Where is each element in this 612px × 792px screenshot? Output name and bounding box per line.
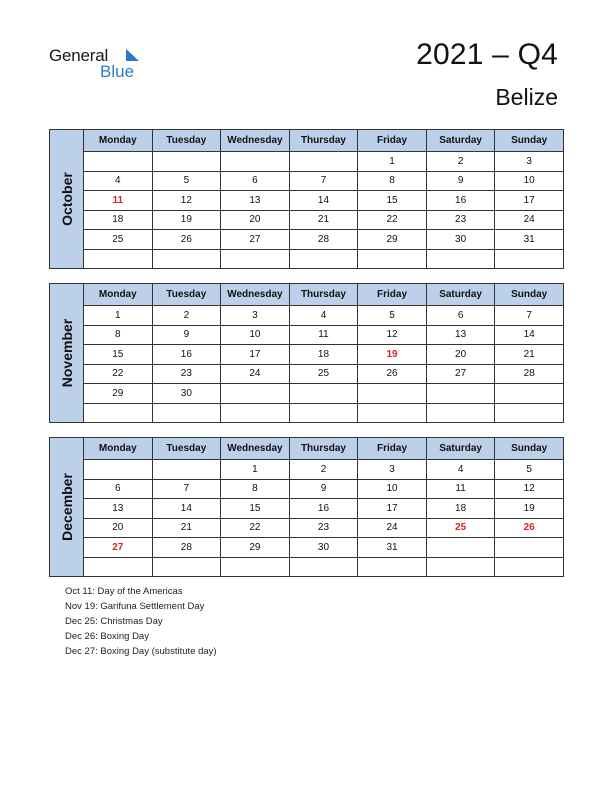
holiday-note: Nov 19: Garifuna Settlement Day: [65, 601, 205, 612]
week-row: [50, 306, 564, 326]
day-cell: 6: [84, 479, 153, 499]
day-cell: 28: [152, 538, 221, 558]
week-row: [50, 518, 564, 538]
weekday-header: Friday: [358, 438, 427, 460]
holiday-note: Dec 27: Boxing Day (substitute day): [65, 646, 217, 657]
week-row: [50, 479, 564, 499]
day-cell: [289, 384, 358, 404]
logo-general-text: General: [49, 46, 109, 65]
month-calendar-december: [49, 437, 564, 577]
day-cell: 7: [495, 306, 564, 326]
day-cell: [289, 403, 358, 423]
weekday-header: Saturday: [426, 284, 495, 306]
day-cell: 14: [289, 191, 358, 211]
calendar-table: [49, 437, 564, 577]
day-cell: [426, 557, 495, 577]
day-cell: 26: [358, 364, 427, 384]
day-cell: 8: [84, 325, 153, 345]
day-cell: [289, 249, 358, 269]
day-cell: 29: [358, 230, 427, 250]
day-cell: [495, 538, 564, 558]
weekday-header: Thursday: [289, 130, 358, 152]
country-title: Belize: [495, 84, 558, 110]
day-cell: 6: [426, 306, 495, 326]
day-cell: 12: [152, 191, 221, 211]
day-cell: [358, 557, 427, 577]
day-cell: 17: [495, 191, 564, 211]
day-cell: 21: [495, 345, 564, 365]
day-cell: 13: [426, 325, 495, 345]
day-cell: 1: [84, 306, 153, 326]
day-cell: 28: [495, 364, 564, 384]
day-cell: [152, 249, 221, 269]
month-label-cell: [50, 438, 84, 577]
month-name: October: [58, 172, 75, 226]
day-cell: 6: [221, 171, 290, 191]
day-cell: 30: [289, 538, 358, 558]
day-cell: 24: [221, 364, 290, 384]
day-cell: [495, 249, 564, 269]
day-cell: 18: [426, 499, 495, 519]
day-cell: 23: [426, 210, 495, 230]
weekday-header: Wednesday: [221, 438, 290, 460]
holiday-note: Oct 11: Day of the Americas: [65, 586, 183, 597]
day-cell: 1: [358, 152, 427, 172]
day-cell: 16: [152, 345, 221, 365]
day-cell: 11: [289, 325, 358, 345]
day-cell: 19: [495, 499, 564, 519]
day-cell: 28: [289, 230, 358, 250]
weekday-header: Sunday: [495, 438, 564, 460]
holiday-note: Dec 26: Boxing Day: [65, 631, 149, 642]
weekday-header: Monday: [84, 130, 153, 152]
weekday-header: Wednesday: [221, 284, 290, 306]
day-cell: 7: [289, 171, 358, 191]
day-cell: 2: [289, 460, 358, 480]
day-cell: 9: [152, 325, 221, 345]
logo-blue-text: Blue: [100, 62, 135, 81]
week-row: [50, 152, 564, 172]
day-cell: [152, 152, 221, 172]
week-row: [50, 191, 564, 211]
month-name: November: [58, 318, 75, 388]
week-row: [50, 171, 564, 191]
day-cell: 4: [84, 171, 153, 191]
weekday-header: Tuesday: [152, 130, 221, 152]
day-cell: [152, 460, 221, 480]
day-cell: [495, 557, 564, 577]
weekday-header: Friday: [358, 284, 427, 306]
day-cell: 10: [495, 171, 564, 191]
weekday-header: Tuesday: [152, 438, 221, 460]
day-cell: 27: [84, 538, 153, 558]
day-cell: 13: [221, 191, 290, 211]
day-cell: [84, 152, 153, 172]
day-cell: 27: [426, 364, 495, 384]
day-cell: [358, 403, 427, 423]
weekday-header: Saturday: [426, 130, 495, 152]
day-cell: 25: [289, 364, 358, 384]
day-cell: 1: [221, 460, 290, 480]
day-cell: 21: [152, 518, 221, 538]
day-cell: [221, 249, 290, 269]
day-cell: 4: [426, 460, 495, 480]
day-cell: 11: [426, 479, 495, 499]
day-cell: 22: [84, 364, 153, 384]
week-row: [50, 345, 564, 365]
day-cell: [426, 538, 495, 558]
day-cell: [289, 557, 358, 577]
day-cell: 18: [289, 345, 358, 365]
day-cell: 22: [358, 210, 427, 230]
day-cell: 4: [289, 306, 358, 326]
week-row: [50, 249, 564, 269]
day-cell: 13: [84, 499, 153, 519]
day-cell: 9: [426, 171, 495, 191]
weekday-header: Sunday: [495, 284, 564, 306]
day-cell: [358, 249, 427, 269]
day-cell: [84, 557, 153, 577]
day-cell: 7: [152, 479, 221, 499]
day-cell: [221, 557, 290, 577]
week-row: [50, 403, 564, 423]
day-cell: 26: [495, 518, 564, 538]
day-cell: [84, 249, 153, 269]
day-cell: 31: [495, 230, 564, 250]
day-cell: [358, 384, 427, 404]
month-calendar-november: [49, 283, 564, 423]
week-row: [50, 499, 564, 519]
day-cell: 14: [152, 499, 221, 519]
day-cell: 15: [84, 345, 153, 365]
day-cell: 8: [358, 171, 427, 191]
weekday-header: Monday: [84, 438, 153, 460]
week-row: [50, 325, 564, 345]
day-cell: 29: [84, 384, 153, 404]
day-cell: 22: [221, 518, 290, 538]
day-cell: 23: [152, 364, 221, 384]
week-row: [50, 460, 564, 480]
day-cell: 29: [221, 538, 290, 558]
calendar-table: [49, 129, 564, 269]
week-row: [50, 230, 564, 250]
day-cell: 27: [221, 230, 290, 250]
week-row: [50, 364, 564, 384]
day-cell: [84, 403, 153, 423]
day-cell: 10: [221, 325, 290, 345]
day-cell: 3: [495, 152, 564, 172]
day-cell: 20: [84, 518, 153, 538]
day-cell: 15: [221, 499, 290, 519]
week-row: [50, 384, 564, 404]
day-cell: 2: [152, 306, 221, 326]
day-cell: [152, 557, 221, 577]
holiday-note: Dec 25: Christmas Day: [65, 616, 163, 627]
day-cell: 23: [289, 518, 358, 538]
day-cell: [84, 460, 153, 480]
weekday-header: Wednesday: [221, 130, 290, 152]
month-calendar-october: [49, 129, 564, 269]
day-cell: [152, 403, 221, 423]
weekday-header: Sunday: [495, 130, 564, 152]
day-cell: 24: [495, 210, 564, 230]
day-cell: 21: [289, 210, 358, 230]
day-cell: 14: [495, 325, 564, 345]
month-name: December: [58, 473, 75, 541]
day-cell: [289, 152, 358, 172]
day-cell: 15: [358, 191, 427, 211]
day-cell: 9: [289, 479, 358, 499]
week-row: [50, 538, 564, 558]
day-cell: 2: [426, 152, 495, 172]
day-cell: 25: [84, 230, 153, 250]
month-label-cell: [50, 284, 84, 423]
day-cell: 24: [358, 518, 427, 538]
day-cell: 26: [152, 230, 221, 250]
day-cell: 25: [426, 518, 495, 538]
day-cell: [426, 384, 495, 404]
calendar-table: [49, 283, 564, 423]
generalblue-logo: [49, 44, 149, 84]
day-cell: 17: [221, 345, 290, 365]
weekday-header: Monday: [84, 284, 153, 306]
day-cell: [495, 403, 564, 423]
day-cell: [495, 384, 564, 404]
day-cell: 5: [495, 460, 564, 480]
day-cell: 8: [221, 479, 290, 499]
day-cell: 19: [152, 210, 221, 230]
day-cell: [426, 249, 495, 269]
weekday-header: Tuesday: [152, 284, 221, 306]
weekday-header: Saturday: [426, 438, 495, 460]
day-cell: 20: [426, 345, 495, 365]
day-cell: 12: [495, 479, 564, 499]
day-cell: 11: [84, 191, 153, 211]
week-row: [50, 210, 564, 230]
weekday-header: Thursday: [289, 284, 358, 306]
day-cell: 5: [152, 171, 221, 191]
day-cell: 31: [358, 538, 427, 558]
day-cell: [221, 403, 290, 423]
page-title: 2021 – Q4: [416, 38, 558, 71]
day-cell: 10: [358, 479, 427, 499]
day-cell: 17: [358, 499, 427, 519]
weekday-header: Friday: [358, 130, 427, 152]
day-cell: 20: [221, 210, 290, 230]
month-label-cell: [50, 130, 84, 269]
day-cell: 19: [358, 345, 427, 365]
day-cell: [221, 152, 290, 172]
day-cell: 5: [358, 306, 427, 326]
day-cell: 3: [221, 306, 290, 326]
day-cell: 3: [358, 460, 427, 480]
day-cell: 18: [84, 210, 153, 230]
logo-triangle-icon: [126, 49, 139, 61]
week-row: [50, 557, 564, 577]
day-cell: 30: [152, 384, 221, 404]
day-cell: [221, 384, 290, 404]
day-cell: 16: [289, 499, 358, 519]
day-cell: 12: [358, 325, 427, 345]
day-cell: [426, 403, 495, 423]
weekday-header: Thursday: [289, 438, 358, 460]
holiday-notes: [65, 584, 217, 659]
day-cell: 30: [426, 230, 495, 250]
day-cell: 16: [426, 191, 495, 211]
